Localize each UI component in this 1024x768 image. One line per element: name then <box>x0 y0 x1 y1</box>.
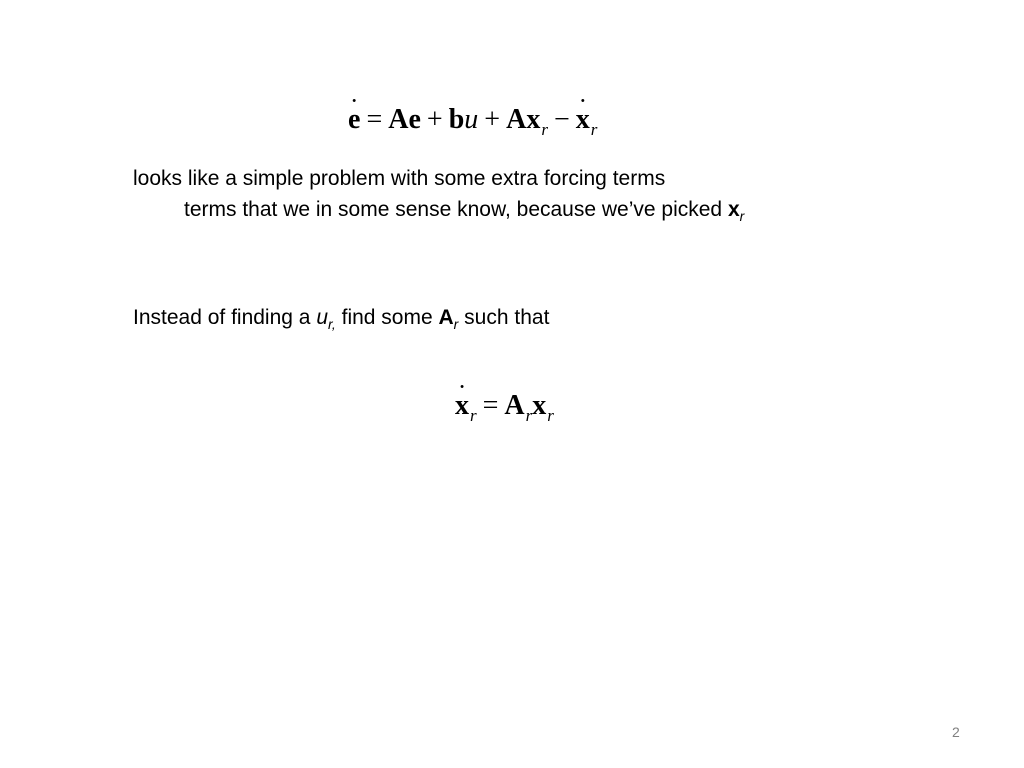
line3-part-b: find some <box>335 306 439 329</box>
eq1-plus-1: + <box>426 104 443 135</box>
eq1-x: x <box>526 104 541 135</box>
line3-part-c: such that <box>458 306 550 329</box>
eq1-plus-2: + <box>484 104 501 135</box>
eq1-A: A <box>388 104 409 135</box>
eq1-edot: e ˙ <box>348 106 360 134</box>
line3-sub-r: r, <box>328 316 336 332</box>
line2-x: x <box>727 198 740 221</box>
eq1-equals: = <box>366 104 383 135</box>
eq2-A: A <box>504 390 525 421</box>
line2-text: terms that we in some sense know, because we’ve picked <box>184 198 728 221</box>
line3-A: A <box>438 306 454 329</box>
eq2-sub-r-3: r <box>547 406 554 425</box>
eq1-u: u <box>464 104 479 135</box>
line3-part-a: Instead of finding a <box>133 306 317 329</box>
eq1-xdot: x ˙ <box>576 106 590 134</box>
text-line-simple-problem: looks like a simple problem with some extra forcing terms <box>133 167 666 190</box>
eq2-sub-r-1: r <box>470 406 477 425</box>
eq2-equals: = <box>482 390 499 421</box>
line3-u: u <box>316 306 328 329</box>
eq1-sub-r-1: r <box>541 120 548 139</box>
text-line-known-terms <box>184 197 744 222</box>
page-number: 2 <box>952 724 960 740</box>
eq2-xdot: x ˙ <box>455 392 469 420</box>
eq1-b: b <box>448 104 465 135</box>
eq2-x: x <box>532 390 547 421</box>
text-line-instead <box>133 305 549 330</box>
eq1-minus: − <box>553 104 570 135</box>
line3-sub-r-2: r <box>453 316 459 332</box>
line2-sub-r: r <box>739 208 745 224</box>
eq1-e: e <box>408 104 421 135</box>
eq2-sub-r-2: r <box>525 406 533 425</box>
eq1-sub-r-2: r <box>590 120 598 139</box>
eq1-A2: A <box>506 104 527 135</box>
equation-reference-dynamics <box>455 390 554 425</box>
equation-error-dynamics <box>348 104 598 139</box>
